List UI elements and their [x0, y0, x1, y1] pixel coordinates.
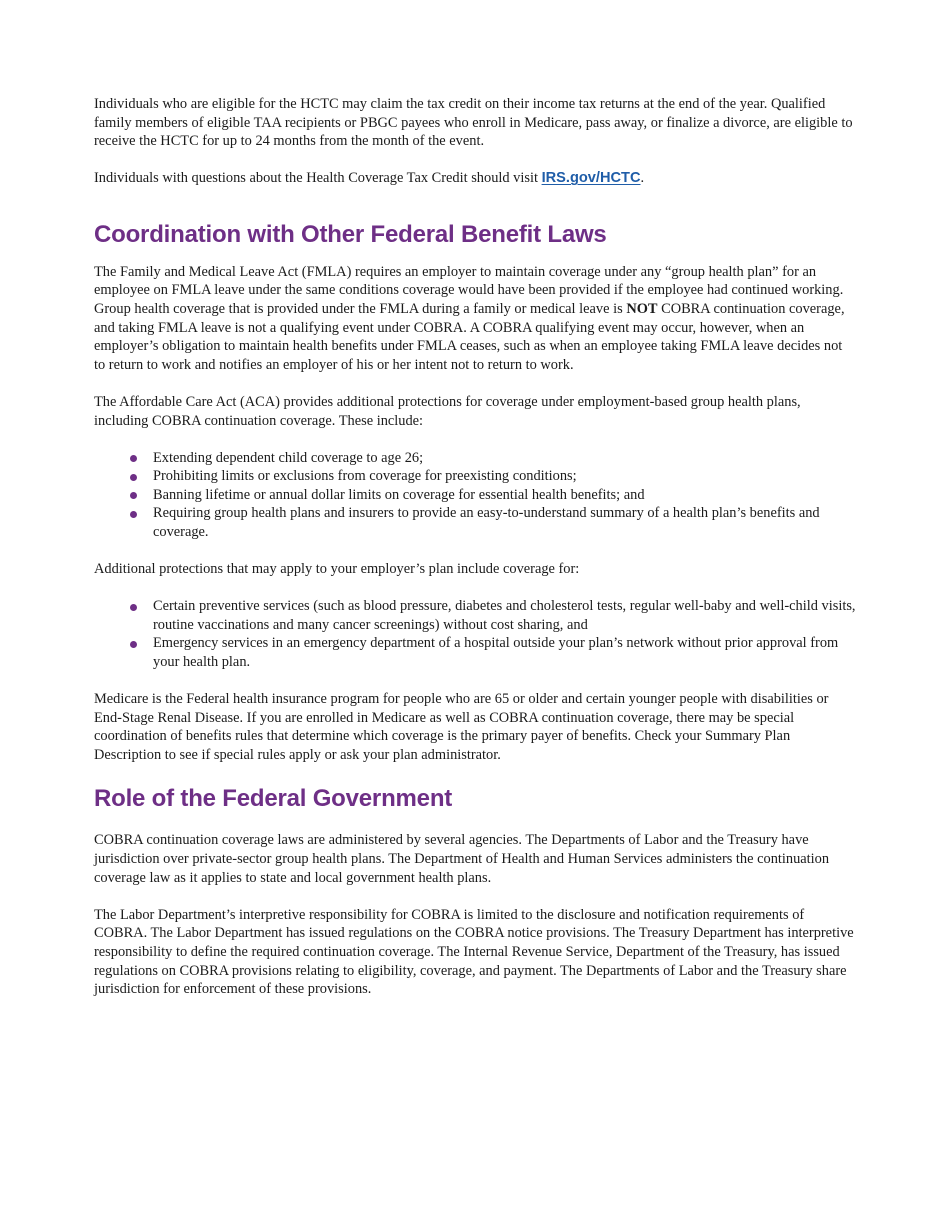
additional-protections-list	[94, 597, 856, 671]
fmla-text-start: The Family and Medical Leave Act (FMLA) requires an employer to maintain coverage under any “group health plan” for an employee on FMLA leave under the same conditions coverage would have been provided if the employee had continued working. Group health coverage that is provided under the FMLA during a family or medical leave is	[94, 263, 844, 318]
role-heading: Role of the Federal Government	[94, 785, 453, 813]
bullet-icon	[130, 474, 137, 481]
bullet-icon	[130, 492, 137, 499]
bullet-icon	[130, 511, 137, 518]
role-paragraph-labor: The Labor Department’s interpretive responsibility for COBRA is limited to the disclosure and notification requirements of COBRA. The Labor Department has issued regulations on the COBRA notice provisions. The Treasury Department has interpretive responsibility to define the required continuation coverage. The Internal Revenue Service, Department of the Treasury, has issued regulations on COBRA provisions relating to eligibility, coverage, and payment. The Departments of Labor and the Treasury share jurisdiction for enforcement of these provisions.	[94, 906, 854, 998]
list-item-text: Extending dependent child coverage to age 26;	[153, 449, 424, 466]
role-paragraph-agencies: COBRA continuation coverage laws are administered by several agencies. The Departments of Labor and the Treasury have jurisdiction over private-sector group health plans. The Department of Health and Human Services administers the continuation coverage law as it applies to state and local government health plans.	[94, 832, 830, 886]
aca-intro-paragraph: The Affordable Care Act (ACA) provides additional protections for coverage under employment-based group health plans, including COBRA continuation coverage. These include:	[94, 393, 801, 429]
hctc-paragraph: Individuals who are eligible for the HCTC may claim the tax credit on their income tax returns at the end of the year. Qualified family members of eligible TAA recipients or PBGC payees who enroll in Medicare, pass away, or finalize a divorce, are eligible to receive the HCTC for up to 24 months from the month of the event.	[94, 96, 853, 150]
bullet-icon	[130, 604, 137, 611]
coordination-heading: Coordination with Other Federal Benefit Laws	[94, 220, 607, 248]
irs-hctc-link[interactable]: IRS.gov/HCTC	[541, 170, 641, 187]
list-item-text: Certain preventive services (such as blood pressure, diabetes and cholesterol tests, regular well-baby and well-child visits, routine vaccinations and many cancer screenings) without cost sharing, and	[153, 598, 856, 633]
list-item-text: Emergency services in an emergency department of a hospital outside your plan’s network without prior approval from your health plan.	[153, 635, 839, 670]
list-item	[94, 597, 856, 634]
list-item-text: Requiring group health plans and insurers to provide an easy-to-understand summary of a health plan’s benefits and coverage.	[153, 505, 820, 540]
hctc-contact-paragraph	[94, 169, 856, 188]
list-item	[94, 449, 856, 468]
bullet-icon	[130, 641, 137, 648]
fmla-not-emphasis: NOT	[626, 301, 658, 318]
list-item	[94, 634, 856, 671]
additional-protections-intro: Additional protections that may apply to your employer’s plan include coverage for:	[94, 561, 580, 578]
hctc-contact-text: Individuals with questions about the Health Coverage Tax Credit should visit	[94, 170, 542, 187]
fmla-paragraph	[94, 263, 856, 375]
aca-protections-list	[94, 449, 856, 542]
bullet-icon	[130, 455, 137, 462]
document-page	[94, 95, 856, 999]
list-item	[94, 504, 856, 541]
medicare-paragraph: Medicare is the Federal health insurance program for people who are 65 or older and certain younger people with disabilities or End-Stage Renal Disease. If you are enrolled in Medicare as well as COBRA continuation coverage, there may be special coordination of benefits rules that determine which coverage is the primary payer of benefits. Check your Summary Plan Description to see if special rules apply or ask your plan administrator.	[94, 691, 829, 763]
list-item	[94, 486, 856, 505]
hctc-contact-period: .	[640, 170, 645, 187]
list-item-text: Prohibiting limits or exclusions from coverage for preexisting conditions;	[153, 468, 577, 485]
list-item-text: Banning lifetime or annual dollar limits on coverage for essential health benefits; and	[153, 486, 645, 503]
fmla-text-end: COBRA continuation coverage, and taking FMLA leave is not a qualifying event under COBRA. A COBRA qualifying event may occur, however, when an employer’s obligation to maintain health benefits under FMLA ceases, such as when an employee taking FMLA leave decides not to return to work and notifies an employer of his or her intent not to return to work.	[94, 301, 845, 373]
list-item	[94, 467, 856, 486]
